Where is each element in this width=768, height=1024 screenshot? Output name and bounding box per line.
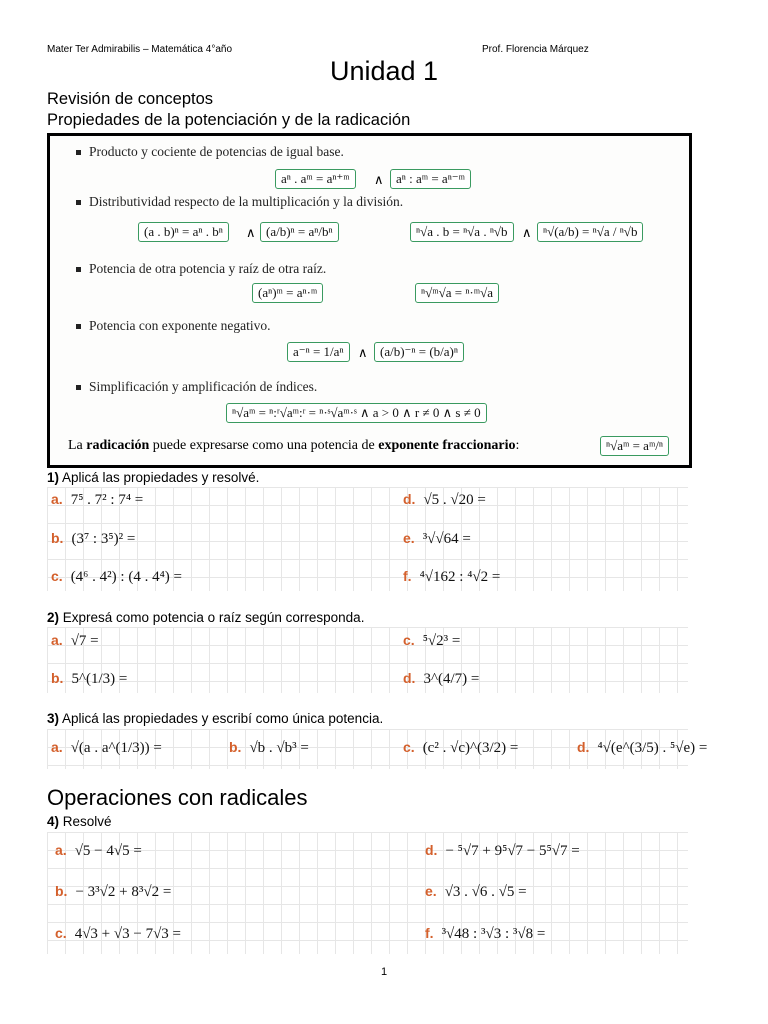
exercise-1-item-c xyxy=(51,568,182,586)
property-3-power-of-power: (aⁿ)ᵐ = aⁿ·ᵐ xyxy=(252,283,323,303)
property-1-label: Producto y cociente de potencias de igual base. xyxy=(76,144,344,160)
property-2-formula-quotient: (a/b)ⁿ = aⁿ/bⁿ xyxy=(260,222,339,242)
exercise-4-item-b xyxy=(55,883,171,901)
item-expression: − 3³√2 + 8³√2 = xyxy=(75,884,172,900)
property-4-negative-exponent: a⁻ⁿ = 1/aⁿ xyxy=(287,342,350,362)
section-radical-operations-title: Operaciones con radicales xyxy=(47,785,308,810)
and-symbol: ∧ xyxy=(374,172,384,187)
exercise-4-instruction: Resolvé xyxy=(59,814,112,829)
item-expression: ⁵√2³ = xyxy=(422,633,461,649)
item-letter: b. xyxy=(51,670,64,686)
item-letter: c. xyxy=(403,739,415,755)
exercise-1-item-b xyxy=(51,530,135,548)
property-2-formula-product: (a . b)ⁿ = aⁿ . bⁿ xyxy=(138,222,229,242)
property-2-label: Distributividad respecto de la multiplicación y la división. xyxy=(76,194,403,210)
property-3-label: Potencia de otra potencia y raíz de otra raíz. xyxy=(76,261,326,277)
item-expression: (c² . √c)^(3/2) = xyxy=(422,740,519,756)
exercise-1-item-d xyxy=(403,491,486,509)
item-letter: c. xyxy=(403,632,415,648)
item-expression: √5 − 4√5 = xyxy=(74,843,142,859)
exercise-4-heading xyxy=(47,814,112,829)
exercise-4-item-e xyxy=(425,883,527,901)
exercise-2-item-a xyxy=(51,632,99,650)
item-letter: a. xyxy=(51,632,63,648)
exercise-4-item-a xyxy=(55,842,142,860)
exercise-3-item-d xyxy=(577,739,707,757)
exercise-4-item-c xyxy=(55,925,181,943)
exercise-3-grid xyxy=(47,729,708,769)
exercise-1-instruction: Aplicá las propiedades y resolvé. xyxy=(59,470,260,485)
item-letter: f. xyxy=(425,925,434,941)
exercise-3-heading xyxy=(47,711,383,726)
exercise-2-grid xyxy=(47,627,688,693)
item-letter: b. xyxy=(51,530,64,546)
exercise-3-item-a xyxy=(51,739,162,757)
property-5-simplification: ⁿ√aᵐ = ⁿ:ʳ√aᵐ:ʳ = ⁿ·ˢ√aᵐ·ˢ ∧ a > 0 ∧ r ≠ 0 ∧ s ≠ 0 xyxy=(226,403,487,423)
item-expression: √5 . √20 = xyxy=(423,492,486,508)
exercise-2-heading xyxy=(47,610,364,625)
item-expression: − ⁵√7 + 9⁵√7 − 5⁵√7 = xyxy=(445,843,580,859)
item-letter: d. xyxy=(425,842,438,858)
header-school: Mater Ter Admirabilis – Matemática 4°año xyxy=(47,44,233,55)
item-letter: e. xyxy=(403,530,415,546)
property-1-formula-product: aⁿ . aᵐ = aⁿ⁺ᵐ xyxy=(275,169,356,189)
closing-text-mid: puede expresarse como una potencia de xyxy=(149,438,379,453)
exercise-2-instruction: Expresá como potencia o raíz según corresponda. xyxy=(59,610,365,625)
exercise-3-instruction: Aplicá las propiedades y escribí como única potencia. xyxy=(59,711,384,726)
item-expression: ³√48 : ³√3 : ³√8 = xyxy=(441,926,546,942)
exercise-4-grid xyxy=(47,832,688,954)
section-properties-title: Propiedades de la potenciación y de la radicación xyxy=(47,111,411,129)
exercise-2-number: 2) xyxy=(47,610,60,625)
exercise-1-number: 1) xyxy=(47,470,60,485)
property-5-label: Simplificación y amplificación de índices. xyxy=(76,379,317,395)
item-expression: ⁴√(e^(3/5) . ⁵√e) = xyxy=(597,740,708,756)
item-expression: √b . √b³ = xyxy=(249,740,309,756)
and-symbol: ∧ xyxy=(358,345,368,360)
item-letter: c. xyxy=(55,925,67,941)
property-4-negative-fraction: (a/b)⁻ⁿ = (b/a)ⁿ xyxy=(374,342,464,362)
item-letter: b. xyxy=(229,739,242,755)
item-letter: a. xyxy=(51,739,63,755)
item-letter: d. xyxy=(403,670,416,686)
exercise-1-item-f xyxy=(403,568,500,586)
exercise-2-item-d xyxy=(403,670,479,688)
item-expression: 4√3 + √3 − 7√3 = xyxy=(74,926,182,942)
exercise-1-heading xyxy=(47,470,259,485)
page-number: 1 xyxy=(380,966,388,978)
header-teacher: Prof. Florencia Márquez xyxy=(482,44,589,55)
item-letter: e. xyxy=(425,883,437,899)
closing-bold-exponente: exponente fraccionario xyxy=(378,438,516,453)
item-expression: ³√√64 = xyxy=(422,531,471,547)
exercise-3-item-b xyxy=(229,739,309,757)
item-letter: a. xyxy=(55,842,67,858)
exercise-2-item-c xyxy=(403,632,460,650)
item-expression: √3 . √6 . √5 = xyxy=(444,884,527,900)
item-letter: a. xyxy=(51,491,63,507)
and-symbol: ∧ xyxy=(522,225,532,240)
section-review-title: Revisión de conceptos xyxy=(47,90,214,108)
properties-box xyxy=(47,133,692,468)
radication-fraction-formula: ⁿ√aᵐ = aᵐ/ⁿ xyxy=(600,436,669,456)
page-title: Unidad 1 xyxy=(329,56,439,86)
closing-bold-radicacion: radicación xyxy=(86,438,150,453)
item-expression: ⁴√162 : ⁴√2 = xyxy=(419,569,501,585)
and-symbol: ∧ xyxy=(246,225,256,240)
item-expression: 7⁵ . 7² : 7⁴ = xyxy=(70,492,144,508)
item-letter: c. xyxy=(51,568,63,584)
item-letter: b. xyxy=(55,883,68,899)
exercise-1-grid xyxy=(47,487,688,591)
property-2-root-quotient: ⁿ√(a/b) = ⁿ√a / ⁿ√b xyxy=(537,222,643,242)
property-4-label: Potencia con exponente negativo. xyxy=(76,318,270,334)
closing-text-pre: La xyxy=(68,438,87,453)
property-3-root-of-root: ⁿ√ᵐ√a = ⁿ·ᵐ√a xyxy=(415,283,499,303)
exercise-1-item-e xyxy=(403,530,471,548)
item-expression: 5^(1/3) = xyxy=(71,671,128,687)
item-expression: 3^(4/7) = xyxy=(423,671,480,687)
radication-fraction-sentence xyxy=(68,438,519,454)
item-expression: √7 = xyxy=(70,633,99,649)
item-letter: f. xyxy=(403,568,412,584)
exercise-3-number: 3) xyxy=(47,711,60,726)
exercise-3-item-c xyxy=(403,739,518,757)
exercise-4-number: 4) xyxy=(47,814,60,829)
item-letter: d. xyxy=(577,739,590,755)
property-2-root-product: ⁿ√a . b = ⁿ√a . ⁿ√b xyxy=(410,222,514,242)
closing-text-post: : xyxy=(515,438,520,453)
item-letter: d. xyxy=(403,491,416,507)
property-1-formula-quotient: aⁿ : aᵐ = aⁿ⁻ᵐ xyxy=(390,169,471,189)
exercise-1-item-a xyxy=(51,491,143,509)
exercise-4-item-f xyxy=(425,925,545,943)
item-expression: (3⁷ : 3⁵)² = xyxy=(71,531,136,547)
item-expression: √(a . a^(1/3)) = xyxy=(70,740,162,756)
exercise-2-item-b xyxy=(51,670,127,688)
item-expression: (4⁶ . 4²) : (4 . 4⁴) = xyxy=(70,569,183,585)
exercise-4-item-d xyxy=(425,842,580,860)
